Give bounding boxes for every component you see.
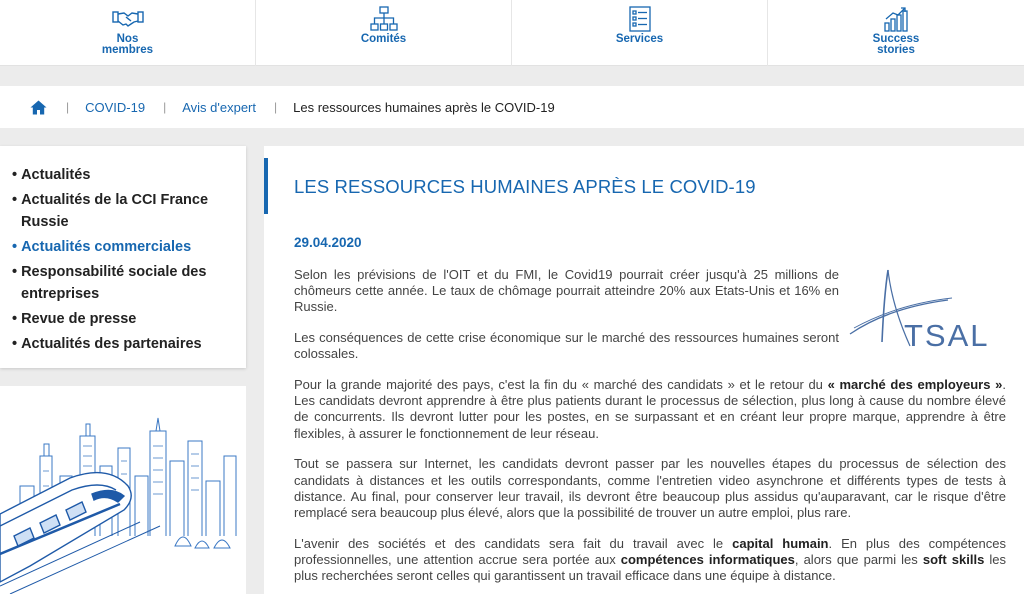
breadcrumb-link-expert-opinion[interactable]: Avis d'expert: [182, 99, 256, 115]
title-accent-bar: [264, 158, 268, 214]
sidebar-item-social-responsibility[interactable]: • Responsabilité sociale des entreprises: [9, 261, 246, 305]
nav-item-committees[interactable]: [256, 0, 512, 66]
nav-item-services[interactable]: [512, 0, 768, 66]
breadcrumb-separator: |: [274, 100, 278, 114]
paragraph: Les conséquences de cette crise économique sur le marché des ressources humaines seront colossales.: [294, 330, 839, 362]
sidebar-item-cci-news[interactable]: • Actualités de la CCI France Russie: [9, 189, 246, 233]
sidebar-menu: [0, 146, 246, 368]
article-date: 29.04.2020: [294, 235, 362, 250]
sidebar-item-press-review[interactable]: • Revue de presse: [9, 308, 246, 330]
sidebar-illustration[interactable]: [0, 386, 246, 594]
home-icon[interactable]: [30, 99, 48, 115]
breadcrumb-separator: |: [163, 100, 167, 114]
nav-label: Nos membres: [101, 33, 154, 56]
top-navigation: [0, 0, 1024, 66]
paragraph: Tout se passera sur Internet, les candidats devront passer par les nouvelles étapes du processus de sélection des candidats à distances et les outils correspondants, comme l'entretien video asynchrone et différents types de tests à distance. Au final, pour conserver leur travail, ils devront être beaucoup plus assidus qu'auparavant, car le risque d'être remplacé sera beaucoup plus élevé, alors que la possibilité de trouver un autre emploi, plus rare.: [294, 456, 1006, 520]
nav-label: Success stories: [872, 33, 920, 56]
page-title: LES RESSOURCES HUMAINES APRÈS LE COVID-19: [294, 176, 756, 197]
nav-label: Services: [615, 33, 664, 45]
article: [264, 146, 1024, 594]
paragraph: Selon les prévisions de l'OIT et du FMI, le Covid19 pourrait créer jusqu'à 25 millions de chômeurs cette année. Le taux de chômage pourrait atteindre 20% aux Etats-Unis et 16% en Russie.: [294, 267, 839, 315]
nav-label: Comités: [360, 33, 407, 45]
sidebar-item-news[interactable]: • Actualités: [9, 164, 246, 186]
paragraph: Pour la grande majorité des pays, c'est la fin du « marché des candidats » et le retour du « marché des employeurs ». Les candidats devront apprendre à être plus patients durant le processus de sélection, plus long à cause du nombre élevé de concurrents. Ils devront lutter pour les postes, en se surpassant et en créant leur propre marque, apprendre à être flexibles, à assurer le fonctionnement de leur réseau.: [294, 377, 1007, 441]
city-train-illustration: [0, 386, 246, 594]
handshake-icon: [111, 6, 145, 32]
paragraph: L'avenir des sociétés et des candidats sera fait du travail avec le capital humain. En plus des compétences professionnelles, une attention accrue sera portée aux compétences informatiques, alors que parmi les soft skills les plus recherchées seront celles qui garantissent un travail efficace dans une équipe à distance.: [294, 535, 1007, 584]
sidebar-item-commercial-news[interactable]: • Actualités commerciales: [9, 236, 246, 258]
nav-item-members[interactable]: [0, 0, 256, 66]
article-body: [294, 267, 1006, 594]
nav-item-success-stories[interactable]: [768, 0, 1024, 66]
breadcrumb-current: Les ressources humaines après le COVID-19: [293, 99, 555, 115]
sidebar-item-partner-news[interactable]: • Actualités des partenaires: [9, 333, 246, 355]
breadcrumb: [0, 86, 1024, 128]
growth-chart-icon: [879, 6, 913, 32]
breadcrumb-link-covid[interactable]: COVID-19: [85, 99, 146, 115]
breadcrumb-separator: |: [66, 100, 70, 114]
logo-text: TSAL: [904, 318, 990, 353]
org-chart-icon: [367, 6, 401, 32]
document-list-icon: [623, 6, 657, 32]
